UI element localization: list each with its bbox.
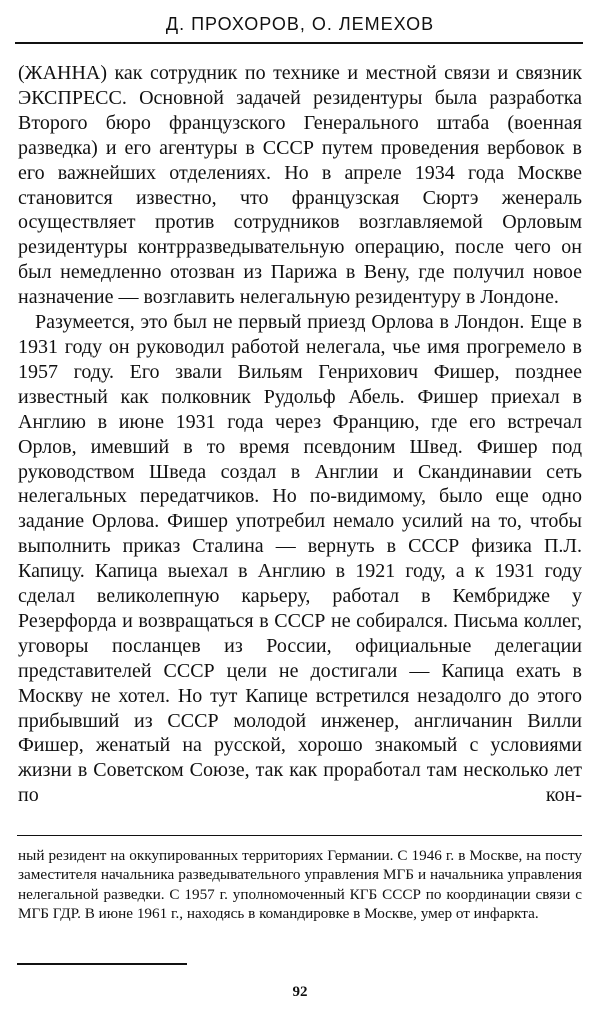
paragraph-1: (ЖАННА) как сотрудник по технике и местной связи и связник ЭКСПРЕСС. Основной задачей резидентуры была разработка Второго бюро французского Генерального штаба (военная разведка) и его агентуры в СССР путем проведения вербовок в его важнейших отделениях. Но в апреле 1934 года Москве становится известно, что французская Сюртэ женераль осуществляет против сотрудников возглавляемой Орловым резидентуры контрразведывательную операцию, после чего он был немедленно отозван из Парижа в Вену, где получил новое назначение — возглавить нелегальную резидентуру в Лондоне. bbox=[18, 62, 582, 309]
bottom-divider bbox=[17, 963, 187, 965]
footnote-text: ный резидент на оккупированных территориях Германии. С 1946 г. в Москве, на посту заместителя начальника разведывательного управления МГБ и начальника управления нелегальной разведки. С 1957 г. уполномоченный КГБ СССР по координации связи с МГБ ГДР. В июне 1961 г., находясь в командировке в Москве, умер от инфаркта. bbox=[18, 847, 582, 923]
running-header: Д. ПРОХОРОВ, О. ЛЕМЕХОВ bbox=[165, 14, 435, 34]
footnote bbox=[18, 846, 582, 924]
paragraph-2: Разумеется, это был не первый приезд Орлова в Лондон. Еще в 1931 году он руководил работой нелегала, чье имя прогремело в 1957 году. Его звали Вильям Генрихович Фишер, позднее известный как полковник Рудольф Абель. Фишер приехал в Англию в июне 1931 года через Францию, где его встречал Орлов, имевший в то время псевдоним Швед. Фишер под руководством Шведа создал в Англии и Скандинавии сеть нелегальных передатчиков. Но по-видимому, было еще одно задание Орлова. Фишер употребил немало усилий на то, чтобы выполнить приказ Сталина — вернуть в СССР физика П.Л. Капицу. Капица выехал в Англию в 1921 году, а к 1931 году сделал великолепную карьеру, работал в Кембридже у Резерфорда и возвращаться в СССР не собирался. Письма коллег, уговоры посланцев из России, официальные делегации представителей СССР цели не достигали — Капица ехать в Москву не хотел. Но тут Капице встретился незадолго до этого прибывший из СССР молодой инженер, англичанин Вилли Фишер, женатый на русской, хорошо знакомый с условиями жизни в Советском Союзе, так как проработал там несколько лет по кон- bbox=[18, 311, 582, 807]
page-number: 92 bbox=[292, 984, 308, 1000]
main-text bbox=[18, 61, 582, 808]
footnote-divider bbox=[17, 835, 582, 836]
header-divider bbox=[15, 42, 583, 44]
